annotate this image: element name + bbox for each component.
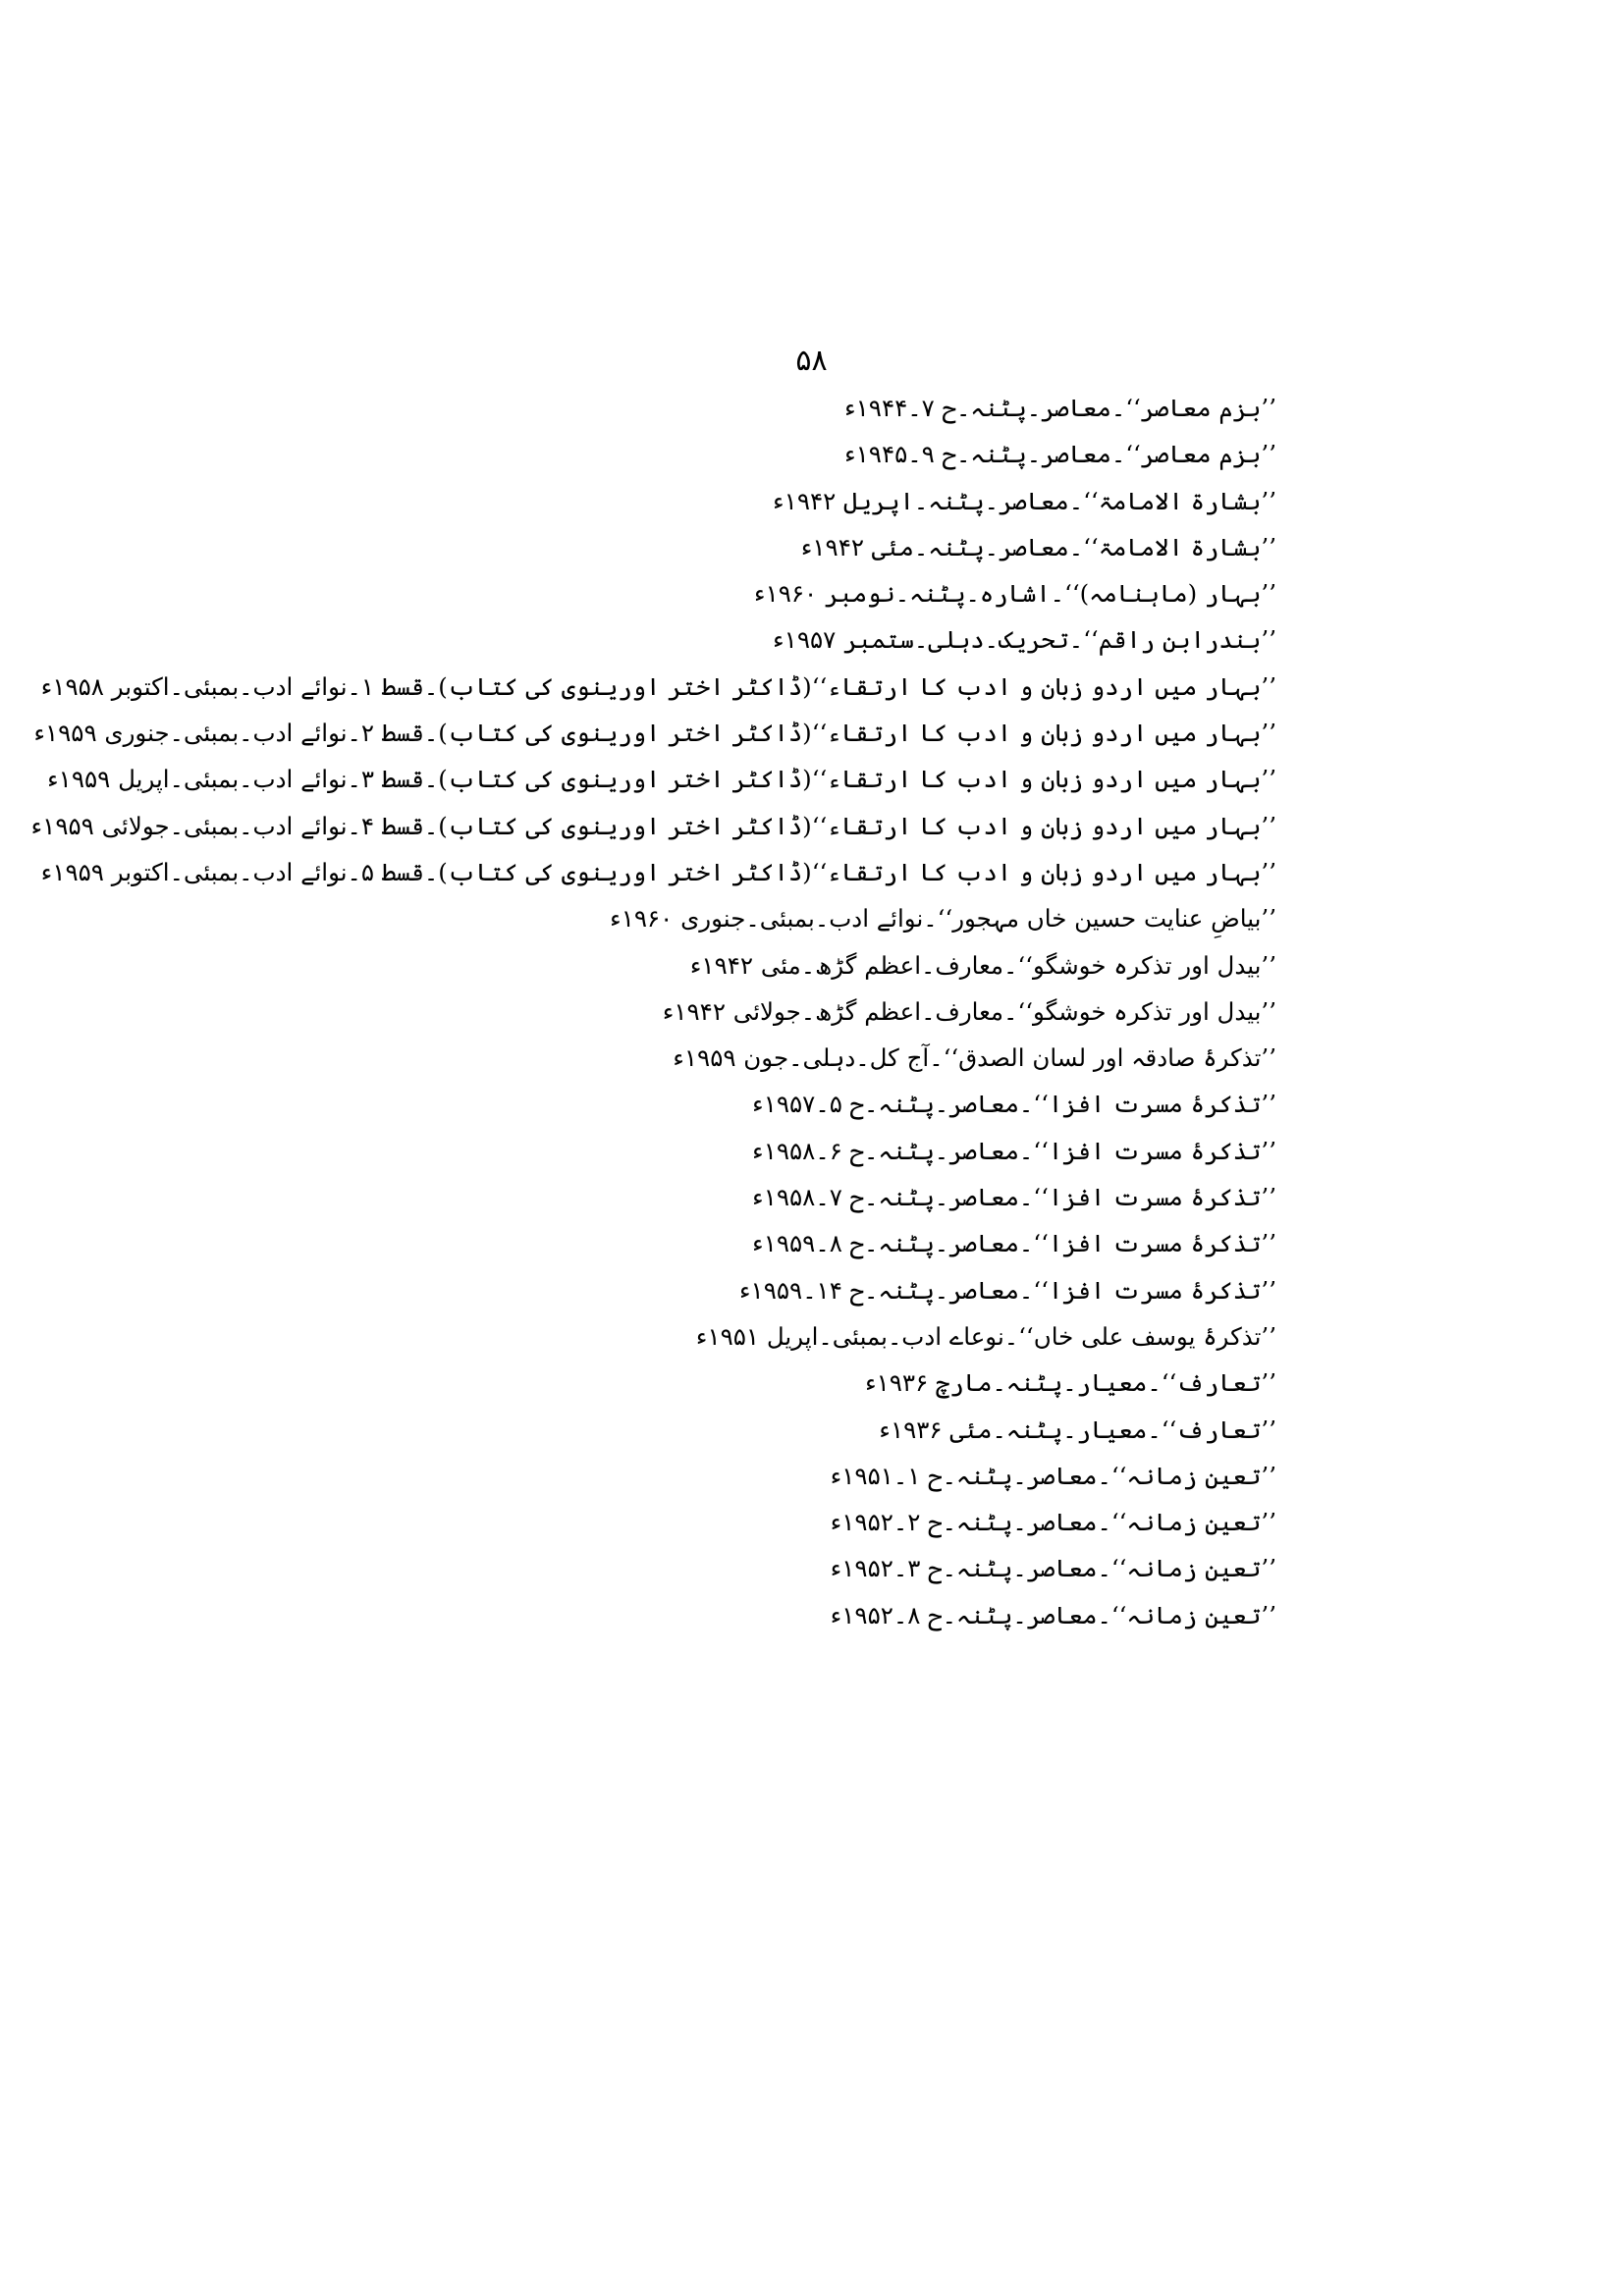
bibliography-entry: ’’تذکرۂ مسرت افزا‘‘۔معاصر۔پٹنہ۔ح ۶۔۱۹۵۸ء bbox=[752, 1136, 1276, 1165]
bibliography-entry: ’’تعارف‘‘۔معیار۔پٹنہ۔مئی ۱۹۳۶ء bbox=[879, 1415, 1276, 1444]
bibliography-entry: ’’تعین زمانہ‘‘۔معاصر۔پٹنہ۔ح ۳۔۱۹۵۲ء bbox=[830, 1554, 1276, 1583]
bibliography-entry: ’’تذکرۂ مسرت افزا‘‘۔معاصر۔پٹنہ۔ح ۷۔۱۹۵۸ء bbox=[752, 1183, 1276, 1212]
bibliography-entry: ’’تعین زمانہ‘‘۔معاصر۔پٹنہ۔ح ۸۔۱۹۵۲ء bbox=[830, 1600, 1276, 1629]
bibliography-entry: ’’تعارف‘‘۔معیار۔پٹنہ۔مارچ ۱۹۳۶ء bbox=[865, 1368, 1276, 1398]
bibliography-entry: ’’تذکرۂ مسرت افزا‘‘۔معاصر۔پٹنہ۔ح ۱۴۔۱۹۵۹ء bbox=[739, 1275, 1276, 1305]
bibliography-entry: ’’تعین زمانہ‘‘۔معاصر۔پٹنہ۔ح ۲۔۱۹۵۲ء bbox=[830, 1508, 1276, 1537]
bibliography-entry: ’’بہار میں اردو زبان و ادب کا ارتقاء‘‘(ڈاکٹر اختر اورینوی کی کتاب)۔قسط ۴۔نوائے ادب۔بمبئی۔جولائی ۱۹۵۹ء bbox=[30, 811, 1276, 840]
bibliography-entry: ’’بزم معاصر‘‘۔معاصر۔پٹنہ۔ح ۹۔۱۹۴۵ء bbox=[844, 440, 1276, 469]
bibliography-entry: ’’بہار میں اردو زبان و ادب کا ارتقاء‘‘(ڈاکٹر اختر اورینوی کی کتاب)۔قسط ۱۔نوائے ادب۔بمبئی۔اکتوبر ۱۹۵۸ء bbox=[40, 671, 1276, 701]
bibliography-entry: ’’تعین زمانہ‘‘۔معاصر۔پٹنہ۔ح ۱۔۱۹۵۱ء bbox=[830, 1461, 1276, 1490]
bibliography-entry: ’’بندرابن راقم‘‘۔تحریک۔دہلی۔ستمبر ۱۹۵۷ء bbox=[773, 625, 1276, 655]
bibliography-entry: ’’بشارۃ الامامۃ‘‘۔معاصر۔پٹنہ۔اپریل ۱۹۴۲ء bbox=[773, 486, 1276, 515]
bibliography-entry: ’’بیاضِ عنایت حسین خاں مہجور‘‘۔نوائے ادب۔بمبئی۔جنوری ۱۹۶۰ء bbox=[610, 904, 1276, 934]
page-number: ۵۸ bbox=[795, 344, 828, 378]
bibliography-entry: ’’تذکرۂ مسرت افزا‘‘۔معاصر۔پٹنہ۔ح ۸۔۱۹۵۹ء bbox=[752, 1229, 1276, 1258]
bibliography-entry: ’’تذکرۂ یوسف علی خاں‘‘۔نوعاے ادب۔بمبئی۔اپریل ۱۹۵۱ء bbox=[695, 1321, 1276, 1351]
bibliography-entry: ’’بہار میں اردو زبان و ادب کا ارتقاء‘‘(ڈاکٹر اختر اورینوی کی کتاب)۔قسط ۲۔نوائے ادب۔بمبئی۔جنوری ۱۹۵۹ء bbox=[33, 719, 1276, 748]
bibliography-entry: ’’تذکرۂ مسرت افزا‘‘۔معاصر۔پٹنہ۔ح ۵۔۱۹۵۷ء bbox=[752, 1090, 1276, 1119]
bibliography-entry: ’’بزم معاصر‘‘۔معاصر۔پٹنہ۔ح ۷۔۱۹۴۴ء bbox=[844, 394, 1276, 422]
bibliography-entry: ’’بہار میں اردو زبان و ادب کا ارتقاء‘‘(ڈاکٹر اختر اورینوی کی کتاب)۔قسط ۵۔نوائے ادب۔بمبئی۔اکتوبر ۱۹۵۹ء bbox=[40, 857, 1276, 886]
bibliography-entry: ’’بشارۃ الامامۃ‘‘۔معاصر۔پٹنہ۔مئی ۱۹۴۲ء bbox=[800, 532, 1276, 561]
bibliography-entry: ’’بہار (ماہنامہ)‘‘۔اشارہ۔پٹنہ۔نومبر ۱۹۶۰ء bbox=[754, 579, 1276, 609]
bibliography-entry: ’’بیدل اور تذکرہ خوشگو‘‘۔معارف۔اعظم گڑھ۔جولائی ۱۹۴۲ء bbox=[662, 996, 1276, 1026]
bibliography-entry: ’’بیدل اور تذکرہ خوشگو‘‘۔معارف۔اعظم گڑھ۔مئی ۱۹۴۲ء bbox=[689, 950, 1276, 980]
bibliography-entry: ’’بہار میں اردو زبان و ادب کا ارتقاء‘‘(ڈاکٹر اختر اورینوی کی کتاب)۔قسط ۳۔نوائے ادب۔بمبئی۔اپریل ۱۹۵۹ء bbox=[47, 765, 1276, 794]
bibliography-list bbox=[30, 385, 1276, 1638]
bibliography-entry: ’’تذکرۂ صادقہ اور لسان الصدق‘‘۔آج کل۔دہلی۔جون ۱۹۵۹ء bbox=[673, 1043, 1276, 1073]
